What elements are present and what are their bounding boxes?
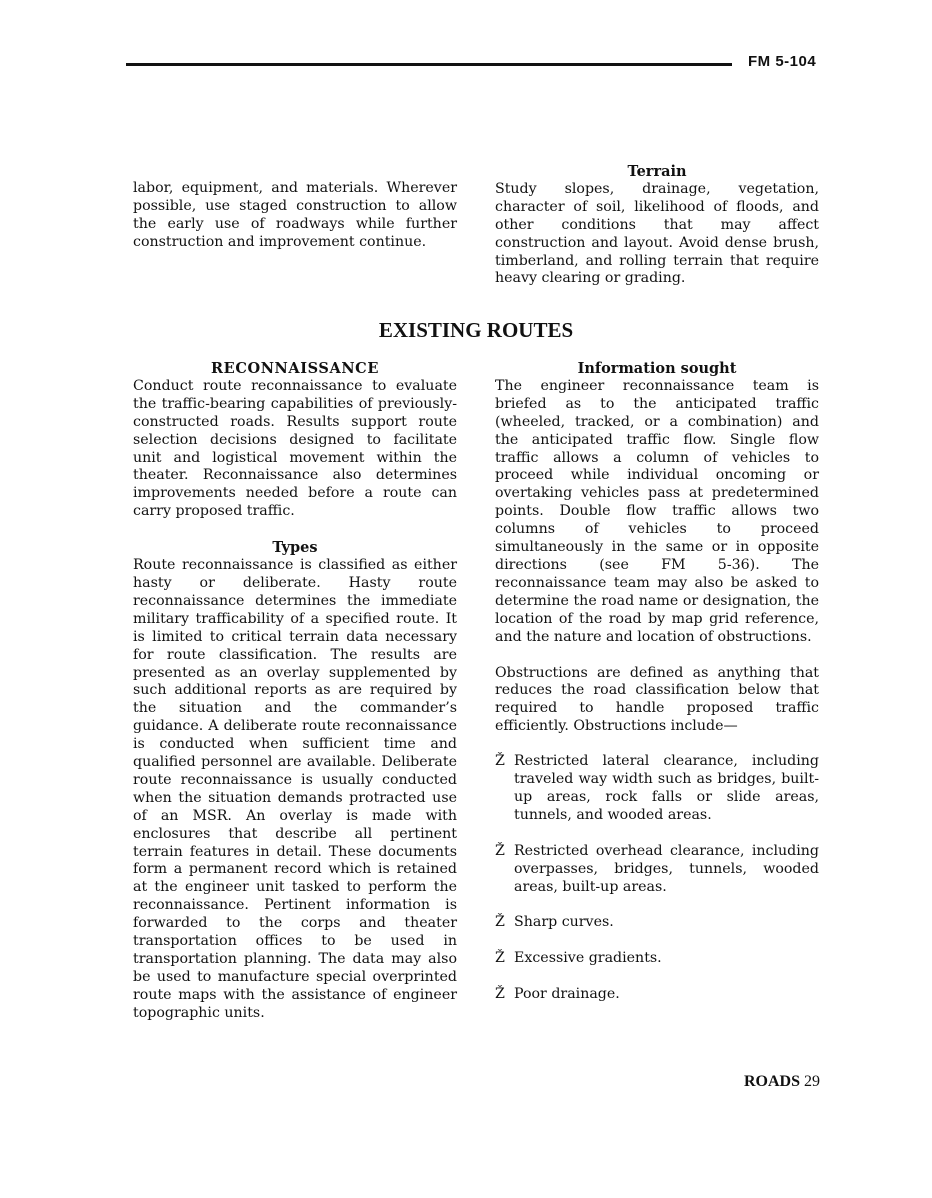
list-item xyxy=(495,843,819,897)
list-item xyxy=(495,753,819,825)
bullet-mark: Ž xyxy=(495,986,505,1003)
reconnaissance-heading: RECONNAISSANCE xyxy=(211,360,379,377)
reconnaissance-paragraph: Conduct route reconnaissance to evaluate the traffic-bearing capabilities of previously-constructed roads. Results support route selection decisions designed to facilitate unit and logistical movement within the theater. Reconnaissance also determines improvements needed before a route can carry proposed traffic. xyxy=(133,377,457,520)
terrain-heading: Terrain xyxy=(627,163,687,180)
terrain-paragraph: Study slopes, drainage, vegetation, character of soil, likelihood of floods, and other conditions that may affect construction and layout. Avoid dense brush, timberland, and rolling terrain that require heavy clearing or grading. xyxy=(495,180,819,287)
list-item-text: Poor drainage. xyxy=(514,986,620,1003)
list-item-text: Restricted lateral clearance, including traveled way width such as bridges, built-up areas, rock falls or slide areas, tunnels, and wooded areas. xyxy=(514,753,819,823)
information-paragraph: The engineer reconnaissance team is briefed as to the anticipated traffic (wheeled, tracked, or a combination) and the anticipated traffic flow. Single flow traffic allows a column of vehicles to proceed while individual oncoming or overtaking vehicles pass at predetermined points. Double flow traffic allows two columns of vehicles to proceed simultaneously in the same or in opposite directions (see FM 5-36). The reconnaissance team may also be asked to determine the road name or designation, the location of the road by map grid reference, and the nature and location of obstructions. xyxy=(495,377,819,645)
top-right-column xyxy=(495,163,819,288)
list-item-text: Sharp curves. xyxy=(514,914,614,931)
left-column xyxy=(133,360,457,1023)
bullet-mark: Ž xyxy=(495,914,505,931)
obstructions-paragraph: Obstructions are defined as anything that reduces the road classification below that required to handle proposed traffic efficiently. Obstructions include— xyxy=(495,664,819,735)
manual-code: FM 5-104 xyxy=(748,53,817,70)
page-footer xyxy=(744,1073,820,1091)
list-item xyxy=(495,914,819,932)
page-number: 29 xyxy=(804,1073,820,1090)
bullet-mark: Ž xyxy=(495,842,505,859)
continued-paragraph: labor, equipment, and materials. Wherever possible, use staged construction to allow the early use of roadways while further construction and improvement continue. xyxy=(133,180,457,250)
section-title: EXISTING ROUTES xyxy=(378,318,574,342)
list-item xyxy=(495,986,819,1004)
header-rule xyxy=(126,63,732,66)
bullet-mark: Ž xyxy=(495,753,505,770)
footer-section: ROADS xyxy=(743,1073,800,1090)
top-left-column xyxy=(133,180,457,252)
information-sought-heading: Information sought xyxy=(577,360,737,377)
bullet-mark: Ž xyxy=(495,950,505,967)
list-item-text: Excessive gradients. xyxy=(514,950,662,967)
list-item-text: Restricted overhead clearance, including overpasses, bridges, tunnels, wooded areas, built-up areas. xyxy=(514,842,819,895)
list-item xyxy=(495,950,819,968)
types-paragraph: Route reconnaissance is classified as either hasty or deliberate. Hasty route reconnaissance determines the immediate military trafficability of a specified route. It is limited to critical terrain data necessary for route classification. The results are presented as an overlay supplemented by such additional reports as are required by the situation and the commander’s guidance. A deliberate route reconnaissance is conducted when sufficient time and qualified personnel are available. Deliberate route reconnaissance is usually conducted when the situation demands protracted use of an MSR. An overlay is made with enclosures that describe all pertinent terrain features in detail. These documents form a permanent record which is retained at the engineer unit tasked to perform the reconnaissance. Pertinent information is forwarded to the corps and theater transportation offices to be used in transportation planning. The data may also be used to manufacture special overprinted route maps with the assistance of engineer topographic units. xyxy=(133,557,457,1021)
right-column xyxy=(495,360,819,1004)
types-heading: Types xyxy=(272,539,318,557)
